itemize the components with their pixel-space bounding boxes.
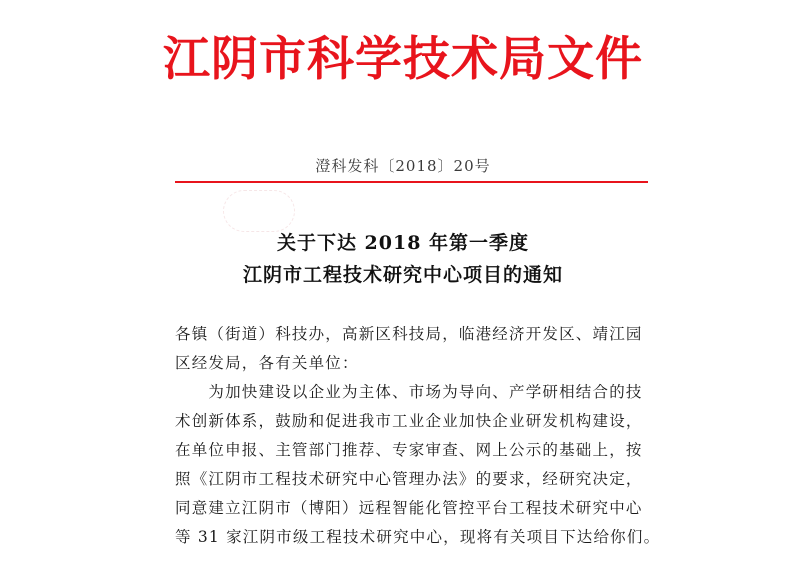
faint-seal-mark <box>223 190 295 232</box>
red-divider-line <box>175 181 648 183</box>
body-line: 同意建立江阴市（博阳）远程智能化管控平台工程技术研究中心 <box>175 499 643 517</box>
body-line: 术创新体系，鼓励和促进我市工业企业加快企业研发机构建设， <box>175 412 643 430</box>
body-line: 照《江阴市工程技术研究中心管理办法》的要求，经研究决定， <box>175 470 643 488</box>
document-number: 澄科发科〔2018〕20号 <box>315 157 491 175</box>
notice-title-line-2: 江阴市工程技术研究中心项目的通知 <box>242 264 563 286</box>
body-line: 为加快建设以企业为主体、市场为导向、产学研相结合的技 <box>175 383 643 401</box>
body-line: 区经发局，各有关单位： <box>175 354 359 372</box>
body-line: 等 31 家江阴市级工程技术研究中心，现将有关项目下达给你们。 <box>175 528 661 546</box>
body-line: 各镇（街道）科技办，高新区科技局，临港经济开发区、靖江园 <box>175 325 643 343</box>
issuing-authority-header: 江阴市科学技术局文件 <box>163 32 643 87</box>
body-line: 在单位申报、主管部门推荐、专家审查、网上公示的基础上，按 <box>175 441 643 459</box>
notice-title-line-1: 关于下达 2018 年第一季度 <box>276 232 530 254</box>
